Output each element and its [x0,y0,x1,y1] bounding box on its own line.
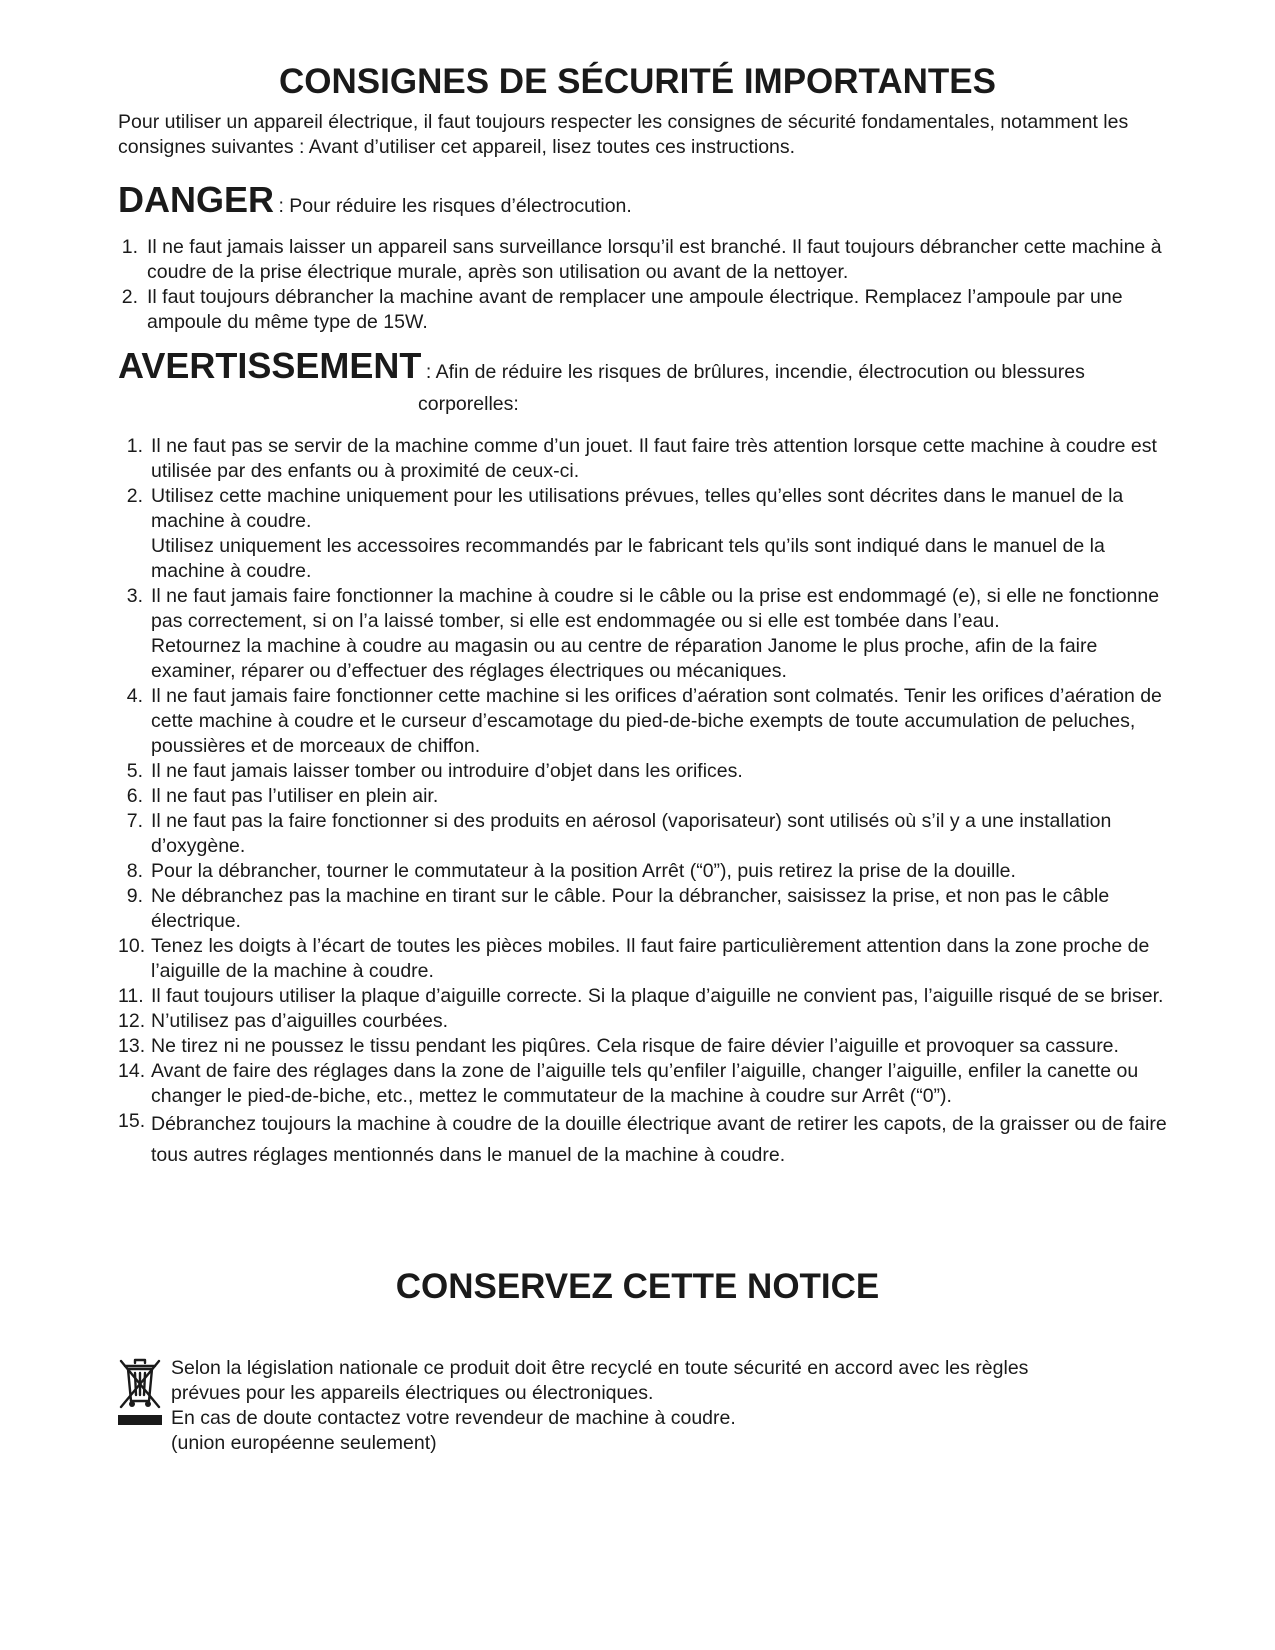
warning-heading-line [118,346,1085,386]
item-text: Il ne faut pas la faire fonctionner si des produits en aérosol (vaporisateur) sont utilisés où s’il y a une installation d’oxygène. [151,810,1112,857]
item-number: 9. [126,885,143,907]
item-text: Il ne faut jamais faire fonctionner cette machine si les orifices d’aération sont colmatés. Tenir les orifices d’aération de cette machine à coudre et le curseur d’escamotage du pied-de-biche exempts de toute accumulation de peluches, poussières et de morceaux de chiffon. [151,685,1162,757]
list-item [118,1059,1180,1109]
list-item [118,784,1180,809]
item-number: 1. [121,236,138,258]
item-number: 10. [118,935,146,957]
item-text: Il ne faut pas l’utiliser en plein air. [151,785,439,807]
list-item [118,484,1180,584]
list-item [118,934,1180,984]
warning-heading: AVERTISSEMENT [118,345,422,386]
item-text: Débranchez toujours la machine à coudre de la douille électrique avant de retirer les capots, de la graisser ou de faire tous autres réglages mentionnés dans le manuel de la machine à coudre. [151,1113,1167,1166]
list-item [118,884,1180,934]
item-number: 11. [118,985,144,1007]
intro-paragraph: Pour utiliser un appareil électrique, il faut toujours respecter les consignes de sécurité fondamentales, notamment les consignes suivantes : Avant d’utiliser cet appareil, lisez toutes ces instructions. [118,111,1129,158]
warning-description: : Afin de réduire les risques de brûlures, incendie, électrocution ou blessures [425,361,1085,383]
list-item [118,809,1180,859]
list-item [118,285,1178,335]
item-text-extra: Utilisez uniquement les accessoires recommandés par le fabricant tels qu’ils sont indiqué dans le manuel de la machine à coudre. [151,535,1105,582]
list-item [118,235,1178,285]
item-text: Utilisez cette machine uniquement pour les utilisations prévues, telles qu’elles sont décrites dans le manuel de la machine à coudre. [151,485,1124,532]
item-number: 5. [126,760,143,782]
item-text: Il ne faut jamais laisser tomber ou introduire d’objet dans les orifices. [151,760,743,782]
recycling-line: En cas de doute contactez votre revendeur de machine à coudre. [171,1407,736,1429]
item-number: 15. [118,1110,146,1132]
item-text: Avant de faire des réglages dans la zone de l’aiguille tels qu’enfiler l’aiguille, changer l’aiguille, enfiler la canette ou changer le pied-de-biche, etc., mettez le commutateur de la machine à coudre sur Arrêt (“0”). [151,1060,1139,1107]
list-item [118,984,1180,1009]
item-text: N’utilisez pas d’aiguilles courbées. [151,1010,448,1032]
item-number: 2. [121,286,138,308]
page-title: CONSIGNES DE SÉCURITÉ IMPORTANTES [279,62,996,101]
item-text: Il ne faut jamais laisser un appareil sans surveillance lorsqu’il est branché. Il faut toujours débrancher cette machine à coudre de la prise électrique murale, après son utilisation ou avant de la nettoyer. [147,236,1162,283]
item-number: 6. [126,785,143,807]
item-text: Il faut toujours débrancher la machine avant de remplacer une ampoule électrique. Remplacez l’ampoule par une ampoule du même type de 15W. [147,286,1123,333]
item-number: 8. [126,860,143,882]
item-text-extra: Retournez la machine à coudre au magasin ou au centre de réparation Janome le plus proche, afin de la faire examiner, réparer ou d’effectuer des réglages électriques ou mécaniques. [151,635,1098,682]
item-text: Pour la débrancher, tourner le commutateur à la position Arrêt (“0”), puis retirez la prise de la douille. [151,860,1016,882]
list-item [118,684,1180,759]
danger-heading: DANGER [118,179,275,220]
item-number: 2. [126,485,143,507]
list-item [118,859,1180,884]
list-item [118,1034,1180,1059]
item-number: 7. [126,810,143,832]
recycling-line: (union européenne seulement) [171,1432,437,1454]
warning-description-cont: corporelles: [418,393,519,415]
danger-list [118,235,1178,335]
crossed-out-wheelie-bin-icon [118,1357,162,1425]
item-text: Il faut toujours utiliser la plaque d’aiguille correcte. Si la plaque d’aiguille ne convient pas, l’aiguille risqué de se briser. [151,985,1164,1007]
item-number: 3. [126,585,143,607]
item-text: Il ne faut jamais faire fonctionner la machine à coudre si le câble ou la prise est endommagé (e), si elle ne fonctionne pas correctement, si on l’a laissé tomber, si elle est endommagée ou si elle est tombée dans l’eau. [151,585,1160,632]
list-item [118,584,1180,684]
item-text: Ne débranchez pas la machine en tirant sur le câble. Pour la débrancher, saisissez la prise, et non pas le câble électrique. [151,885,1110,932]
list-item [118,1109,1180,1171]
danger-description: : Pour réduire les risques d’électrocution. [278,195,632,217]
list-item [118,759,1180,784]
danger-heading-line [118,180,632,220]
item-text: Ne tirez ni ne poussez le tissu pendant les piqûres. Cela risque de faire dévier l’aiguille et provoquer sa cassure. [151,1035,1119,1057]
item-number: 13. [118,1035,146,1057]
recycling-notice [171,1356,1171,1456]
warning-list [118,434,1180,1171]
item-text: Il ne faut pas se servir de la machine comme d’un jouet. Il faut faire très attention lorsque cette machine à coudre est utilisée par des enfants ou à proximité de ceux-ci. [151,435,1157,482]
item-number: 1. [126,435,143,457]
item-text: Tenez les doigts à l’écart de toutes les pièces mobiles. Il faut faire particulièrement attention dans la zone proche de l’aiguille de la machine à coudre. [151,935,1150,982]
item-number: 4. [126,685,143,707]
recycling-line: prévues pour les appareils électriques ou électroniques. [171,1382,654,1404]
list-item [118,434,1180,484]
save-notice-heading: CONSERVEZ CETTE NOTICE [395,1267,880,1306]
list-item [118,1009,1180,1034]
item-number: 12. [118,1010,146,1032]
item-number: 14. [118,1060,146,1082]
recycling-line: Selon la législation nationale ce produit doit être recyclé en toute sécurité en accord avec les règles [171,1357,1029,1379]
